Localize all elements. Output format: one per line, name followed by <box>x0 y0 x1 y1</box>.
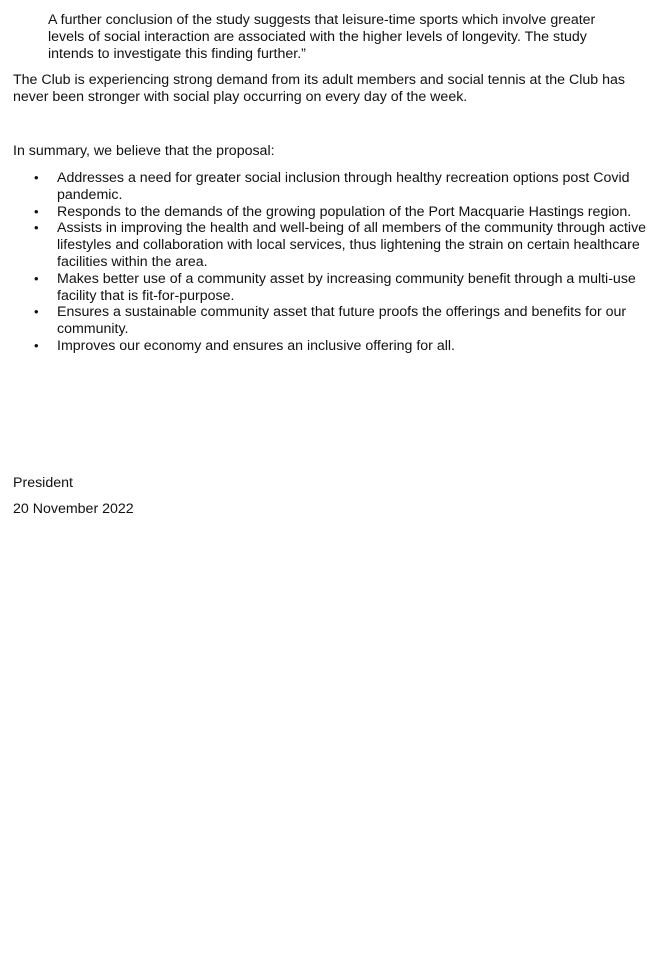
list-item <box>0 204 652 221</box>
bullet-icon: • <box>34 270 39 286</box>
list-item-text: Makes better use of a community asset by increasing community benefit through a multi-use facility that is fit-for-purpose. <box>57 270 636 304</box>
bullet-icon: • <box>34 304 39 320</box>
list-item-text: Assists in improving the health and well-being of all members of the community through active lifestyles and collaboration with local services, thus lightening the strain on certain healthcare facilities within the area. <box>57 220 647 270</box>
list-item-text: Improves our economy and ensures an inclusive offering for all. <box>57 337 455 354</box>
list-item <box>0 304 652 338</box>
club-demand-paragraph: The Club is experiencing strong demand from its adult members and social tennis at the Club has never been stronger with social play occurring on every day of the week. <box>13 72 625 105</box>
list-item <box>0 338 652 355</box>
summary-intro-paragraph: In summary, we believe that the proposal: <box>13 143 275 159</box>
signatory-title: President <box>13 475 73 491</box>
bullet-icon: • <box>34 220 39 236</box>
list-item-text: Addresses a need for greater social inclusion through healthy recreation options post Covid pandemic. <box>57 170 630 203</box>
quote-paragraph: A further conclusion of the study suggests that leisure-time sports which involve greater levels of social interaction are associated with the higher levels of longevity. The study intends to investigate this finding further.” <box>48 12 596 62</box>
proposal-benefits-list <box>0 170 652 355</box>
list-item-text: Ensures a sustainable community asset that future proofs the offerings and benefits for our community. <box>57 304 627 338</box>
bullet-icon: • <box>34 337 39 353</box>
signature-date: 20 November 2022 <box>13 501 134 517</box>
list-item <box>0 220 652 270</box>
bullet-icon: • <box>34 170 39 185</box>
list-item <box>0 170 652 204</box>
list-item <box>0 271 652 305</box>
list-item-text: Responds to the demands of the growing population of the Port Macquarie Hastings region. <box>57 203 632 220</box>
bullet-icon: • <box>34 203 39 219</box>
